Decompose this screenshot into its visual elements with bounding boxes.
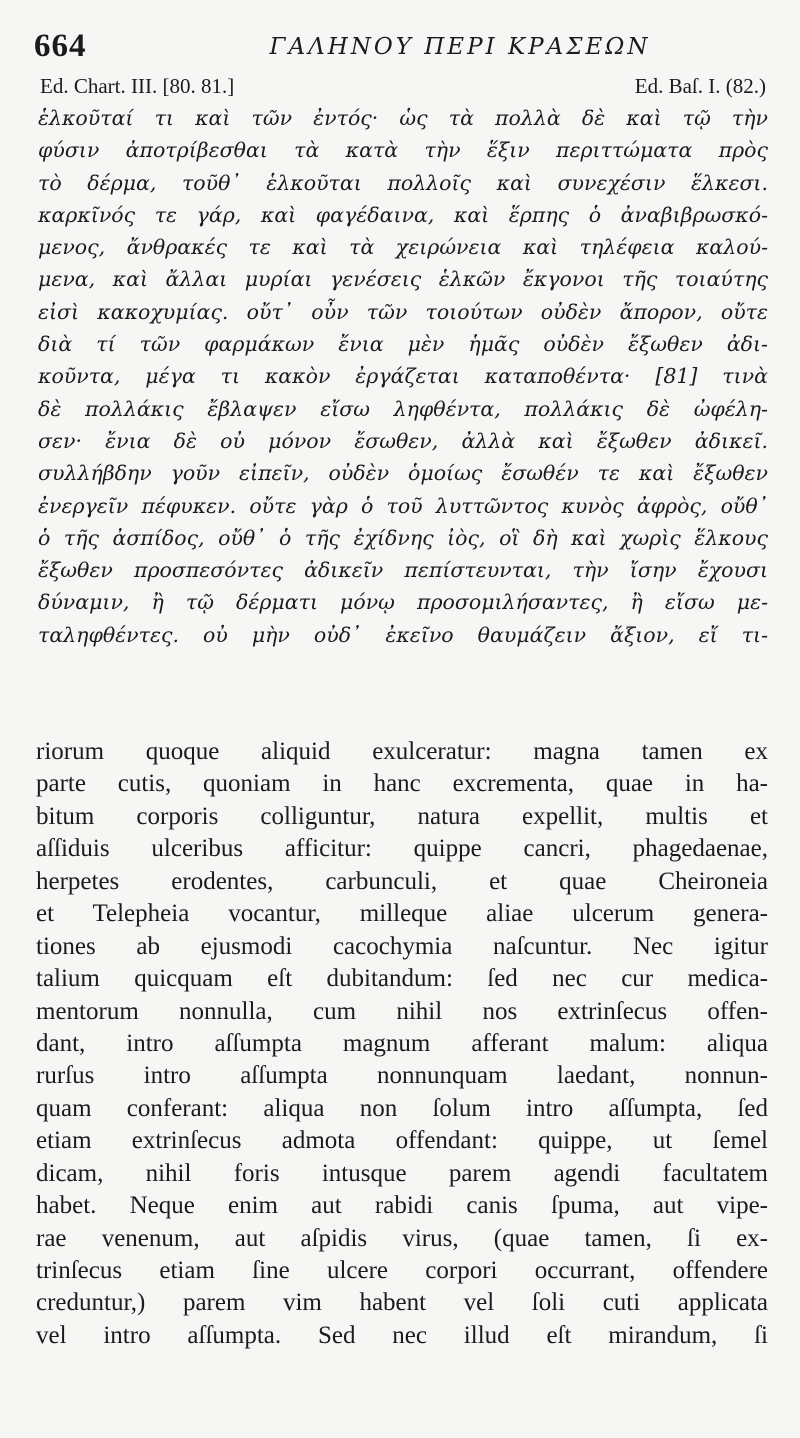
latin-line: dant, intro aſſumpta magnum afferant malum: aliqua bbox=[36, 1029, 768, 1057]
latin-line: tiones ab ejusmodi cacochymia naſcuntur. Nec igitur bbox=[36, 932, 768, 960]
latin-line: rae venenum, aut aſpidis virus, (quae tamen, ſi ex- bbox=[36, 1224, 768, 1252]
greek-line: εἰσὶ κακοχυμίας. οὔτ᾽ οὖν τῶν τοιούτων οὐδὲν ἄπορον, οὔτε bbox=[38, 299, 768, 324]
page-header bbox=[34, 22, 766, 70]
greek-line: ἐνεργεῖν πέφυκεν. οὔτε γὰρ ὁ τοῦ λυττῶντος κυνὸς ἀφρὸς, οὔθ᾽ bbox=[38, 493, 768, 518]
greek-line: φύσιν ἀποτρίβεσθαι τὰ κατὰ τὴν ἕξιν περιττώματα πρὸς bbox=[38, 138, 768, 163]
greek-line: ἔξωθεν προσπεσόντες ἀδικεῖν πεπίστευνται, τὴν ἴσην ἔχουσι bbox=[38, 558, 768, 583]
latin-line: dicam, nihil foris intusque parem agendi facultatem bbox=[36, 1159, 768, 1187]
latin-line: herpetes erodentes, carbunculi, et quae Cheironeia bbox=[36, 867, 768, 895]
latin-line: bitum corporis colliguntur, natura expellit, multis et bbox=[36, 802, 768, 830]
latin-line: etiam extrinſecus admota offendant: quippe, ut ſemel bbox=[36, 1127, 768, 1155]
greek-line: τὸ δέρμα, τοῦθ᾽ ἑλκοῦται πολλοῖς καὶ συνεχέσιν ἕλκεσι. bbox=[38, 170, 768, 195]
latin-line: habet. Neque enim aut rabidi canis ſpuma, aut vipe- bbox=[36, 1192, 768, 1220]
latin-line: creduntur,) parem vim habent vel ſoli cuti applicata bbox=[36, 1289, 768, 1317]
greek-line: συλλήβδην γοῦν εἰπεῖν, οὐδὲν ὁμοίως ἔσωθέν τε καὶ ἔξωθεν bbox=[38, 461, 768, 486]
greek-line: ὁ τῆς ἀσπίδος, οὔθ᾽ ὁ τῆς ἐχίδνης ἰὸς, οἳ δὴ καὶ χωρὶς ἕλκους bbox=[38, 525, 768, 550]
latin-line: aſſiduis ulceribus afficitur: quippe cancri, phagedaenae, bbox=[36, 835, 768, 863]
greek-line: δύναμιν, ἢ τῷ δέρματι μόνῳ προσομιλήσαντες, ἢ εἴσω με- bbox=[38, 590, 768, 615]
latin-line: mentorum nonnulla, cum nihil nos extrinſecus offen- bbox=[36, 997, 768, 1025]
latin-line: quam conferant: aliqua non ſolum intro aſſumpta, ſed bbox=[36, 1094, 768, 1122]
greek-line: μενα, καὶ ἄλλαι μυρίαι γενέσεις ἑλκῶν ἔκγονοι τῆς τοιαύτης bbox=[38, 267, 768, 292]
latin-line: vel intro aſſumpta. Sed nec illud eſt mirandum, ſi bbox=[36, 1321, 768, 1349]
edition-reference-line bbox=[40, 74, 766, 102]
greek-line: ταληφθέντες. οὐ μὴν οὐδ᾽ ἐκεῖνο θαυμάζειν ἄξιον, εἴ τι- bbox=[38, 622, 768, 647]
greek-line: κοῦντα, μέγα τι κακὸν ἐργάζεται καταποθέντα· [81] τινὰ bbox=[38, 364, 768, 389]
running-title: ΓΑΛΗΝΟΥ ΠΕΡΙ ΚΡΑΣΕΩΝ bbox=[269, 34, 651, 60]
page-number: 664 bbox=[34, 28, 87, 64]
edition-reference-basel: Ed. Baſ. I. (82.) bbox=[634, 74, 766, 98]
latin-line: parte cutis, quoniam in hanc excrementa, quae in ha- bbox=[36, 770, 768, 798]
greek-line: ἑλκοῦταί τι καὶ τῶν ἐντός· ὡς τὰ πολλὰ δὲ καὶ τῷ τὴν bbox=[38, 106, 768, 130]
latin-text-block bbox=[36, 736, 768, 1352]
edition-reference-chartier: Ed. Chart. III. [80. 81.] bbox=[40, 74, 235, 98]
greek-line: διὰ τί τῶν φαρμάκων ἔνια μὲν ἡμᾶς οὐδὲν ἔξωθεν ἀδι- bbox=[38, 332, 768, 357]
latin-line: et Telepheia vocantur, milleque aliae ulcerum genera- bbox=[36, 900, 768, 928]
latin-line: riorum quoque aliquid exulceratur: magna tamen ex bbox=[36, 738, 768, 765]
greek-text-block bbox=[38, 102, 768, 651]
latin-line: talium quicquam eſt dubitandum: ſed nec cur medica- bbox=[36, 965, 768, 993]
greek-line: δὲ πολλάκις ἔβλαψεν εἴσω ληφθέντα, πολλάκις δὲ ὠφέλη- bbox=[38, 396, 768, 421]
latin-line: trinſecus etiam ſine ulcere corpori occurrant, offendere bbox=[36, 1257, 768, 1284]
greek-line: καρκῖνός τε γάρ, καὶ φαγέδαινα, καὶ ἕρπης ὁ ἀναβιβρωσκό- bbox=[38, 202, 768, 227]
latin-line: rurſus intro aſſumpta nonnunquam laedant, nonnun- bbox=[36, 1062, 768, 1090]
greek-line: μενος, ἄνθρακές τε καὶ τὰ χειρώνεια καὶ τηλέφεια καλού- bbox=[38, 235, 768, 260]
greek-line: σεν· ἔνια δὲ οὐ μόνον ἔσωθεν, ἀλλὰ καὶ ἔξωθεν ἀδικεῖ. bbox=[38, 428, 768, 453]
